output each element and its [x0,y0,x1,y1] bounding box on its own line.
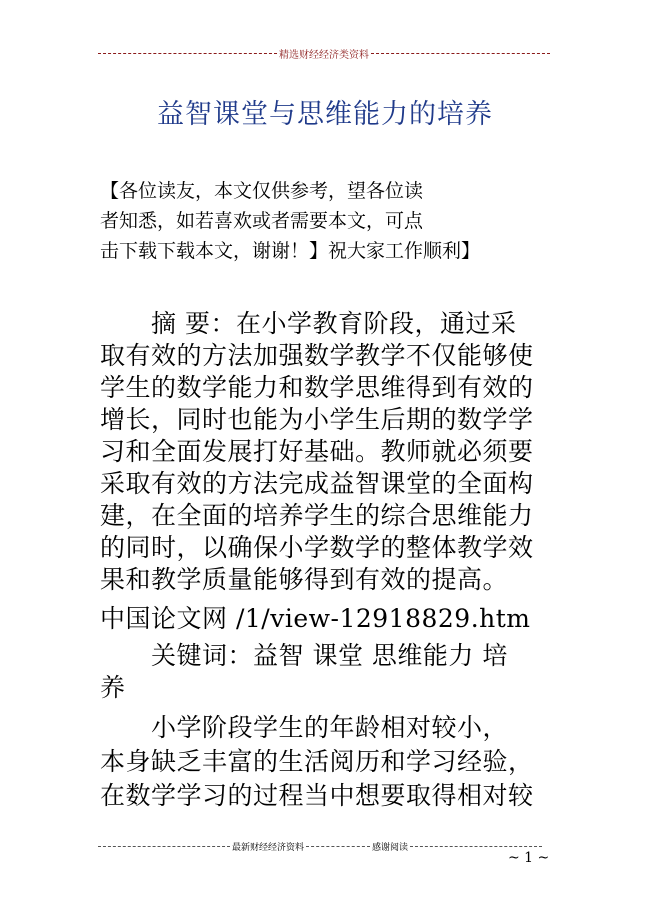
header-dash-right [371,53,550,54]
footer-dash-right [410,846,542,847]
body-line: 本身缺乏丰富的生活阅历和学习经验， [100,747,534,776]
body-line: 小学阶段学生的年龄相对较小， [100,713,509,742]
page-header [98,46,550,60]
footer-dash-left [98,846,230,847]
footer-dash-middle [306,846,370,847]
keywords-line-cont: 养 [100,673,126,702]
header-label: 精选财经经济类资料 [279,49,369,61]
document-title: 益智课堂与思维能力的培养 [157,99,493,130]
keywords-line: 关键词：益智 课堂 思维能力 培 [100,641,508,670]
body-line: 学生的数学能力和数学思维得到有效的 [100,373,534,402]
source-link-line: 中国论文网 /1/view-12918829.htm [100,604,531,633]
header-dash-left [98,53,277,54]
body-line: 摘 要：在小学教育阶段，通过采 [100,309,517,338]
notice-line-2: 者知悉，如若喜欢或者需要本文，可点 [100,210,424,232]
footer-right-label: 感谢阅读 [372,842,409,853]
body-line: 的同时，以确保小学数学的整体教学效 [100,533,534,562]
notice-line-1: 【各位读友，本文仅供参考，望各位读 [100,180,424,202]
body-line: 习和全面发展打好基础。教师就必须要 [100,437,534,466]
body-line: 建，在全面的培养学生的综合思维能力 [100,501,534,530]
footer-left-label: 最新财经经济资料 [231,842,304,853]
notice-line-3: 击下载下载本文，谢谢！】祝大家工作顺利】 [100,240,481,262]
body-line: 增长，同时也能为小学生后期的数学学 [100,405,534,434]
body-line: 取有效的方法加强数学教学不仅能够使 [100,341,534,370]
page-footer [98,840,542,852]
body-line: 果和教学质量能够得到有效的提高。 [100,565,509,594]
body-line: 在数学学习的过程当中想要取得相对较 [100,781,534,810]
page-number: ~ 1 ~ [508,850,550,866]
body-line: 采取有效的方法完成益智课堂的全面构 [100,469,534,498]
